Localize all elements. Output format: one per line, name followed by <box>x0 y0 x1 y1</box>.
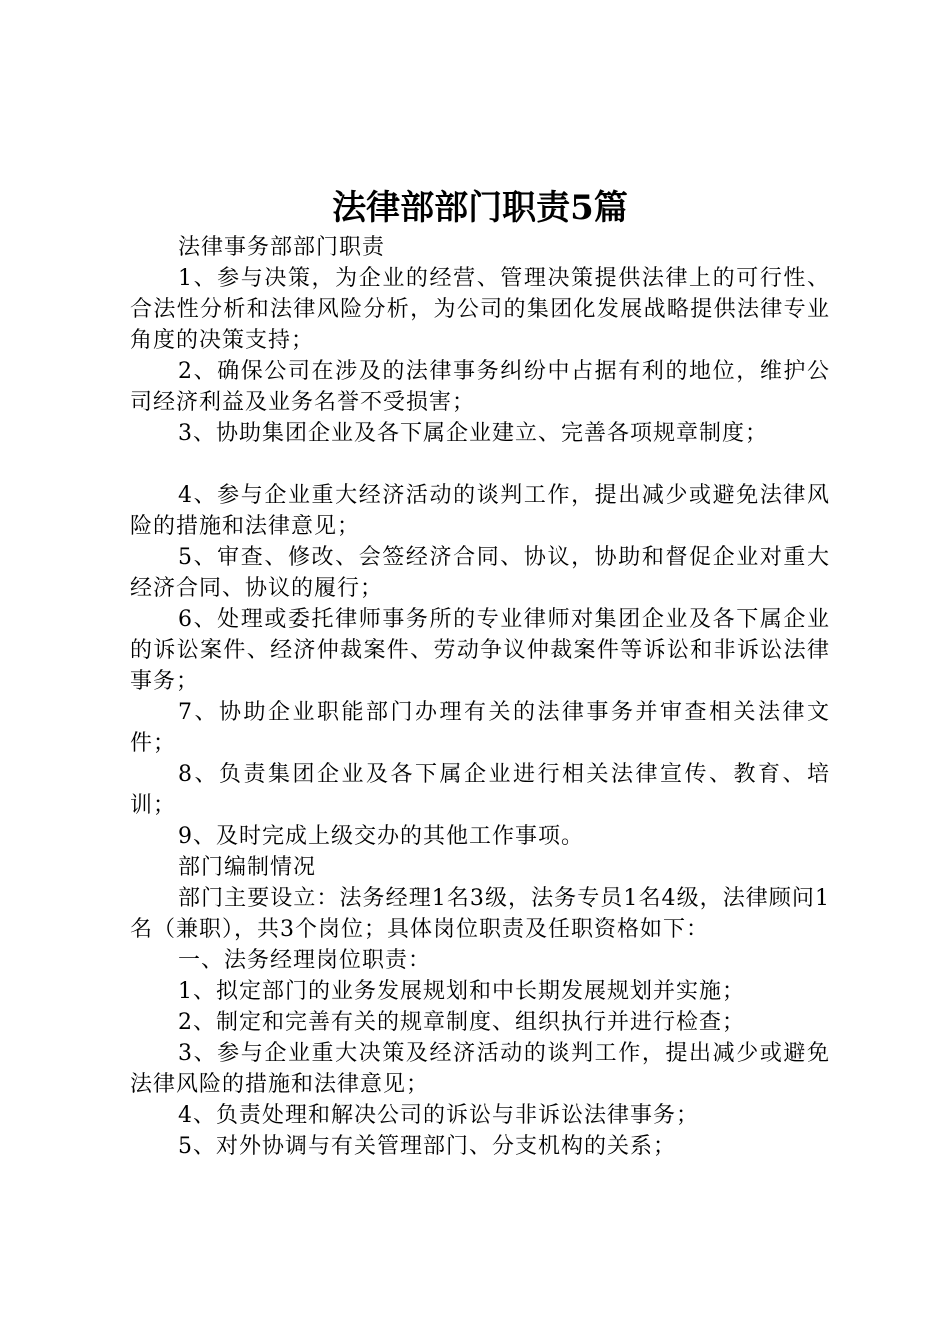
duty-item-6: 6、处理或委托律师事务所的专业律师对集团企业及各下属企业的诉讼案件、经济仲裁案件、劳动争议仲裁案件等诉讼和非诉讼法律事务； <box>130 607 830 694</box>
duty-item-2: 2、确保公司在涉及的法律事务纠纷中占据有利的地位，维护公司经济利益及业务名誉不受损害； <box>130 359 830 415</box>
duty-item-4: 4、参与企业重大经济活动的谈判工作，提出减少或避免法律风险的措施和法律意见； <box>130 483 830 539</box>
staffing-heading: 部门编制情况 <box>178 855 317 880</box>
duty-item-1: 1、参与决策，为企业的经营、管理决策提供法律上的可行性、合法性分析和法律风险分析，为公司的集团化发展战略提供法律专业角度的决策支持； <box>130 266 830 353</box>
blank-line <box>130 449 830 480</box>
manager-duties-heading: 一、法务经理岗位职责： <box>178 948 432 973</box>
document-body <box>130 232 830 1162</box>
duty-item-8: 8、负责集团企业及各下属企业进行相关法律宣传、教育、培训； <box>130 762 830 818</box>
staffing-description: 部门主要设立：法务经理1名3级，法务专员1名4级，法律顾问1名（兼职），共3个岗位；具体岗位职责及任职资格如下： <box>130 886 830 942</box>
manager-duty-1: 1、拟定部门的业务发展规划和中长期发展规划并实施； <box>178 979 745 1004</box>
duty-item-3: 3、协助集团企业及各下属企业建立、完善各项规章制度； <box>178 421 768 446</box>
duty-item-9: 9、及时完成上级交办的其他工作事项。 <box>178 824 584 849</box>
manager-duty-3: 3、参与企业重大决策及经济活动的谈判工作，提出减少或避免法律风险的措施和法律意见； <box>130 1041 830 1097</box>
manager-duty-2: 2、制定和完善有关的规章制度、组织执行并进行检查； <box>178 1010 745 1035</box>
manager-duty-5: 5、对外协调与有关管理部门、分支机构的关系； <box>178 1134 676 1159</box>
section-heading: 法律事务部部门职责 <box>178 235 386 260</box>
duty-item-7: 7、协助企业职能部门办理有关的法律事务并审查相关法律文件； <box>130 700 830 756</box>
manager-duty-4: 4、负责处理和解决公司的诉讼与非诉讼法律事务； <box>178 1103 699 1128</box>
document-title: 法律部部门职责5篇 <box>332 188 628 228</box>
duty-item-5: 5、审查、修改、会签经济合同、协议，协助和督促企业对重大经济合同、协议的履行； <box>130 545 830 601</box>
